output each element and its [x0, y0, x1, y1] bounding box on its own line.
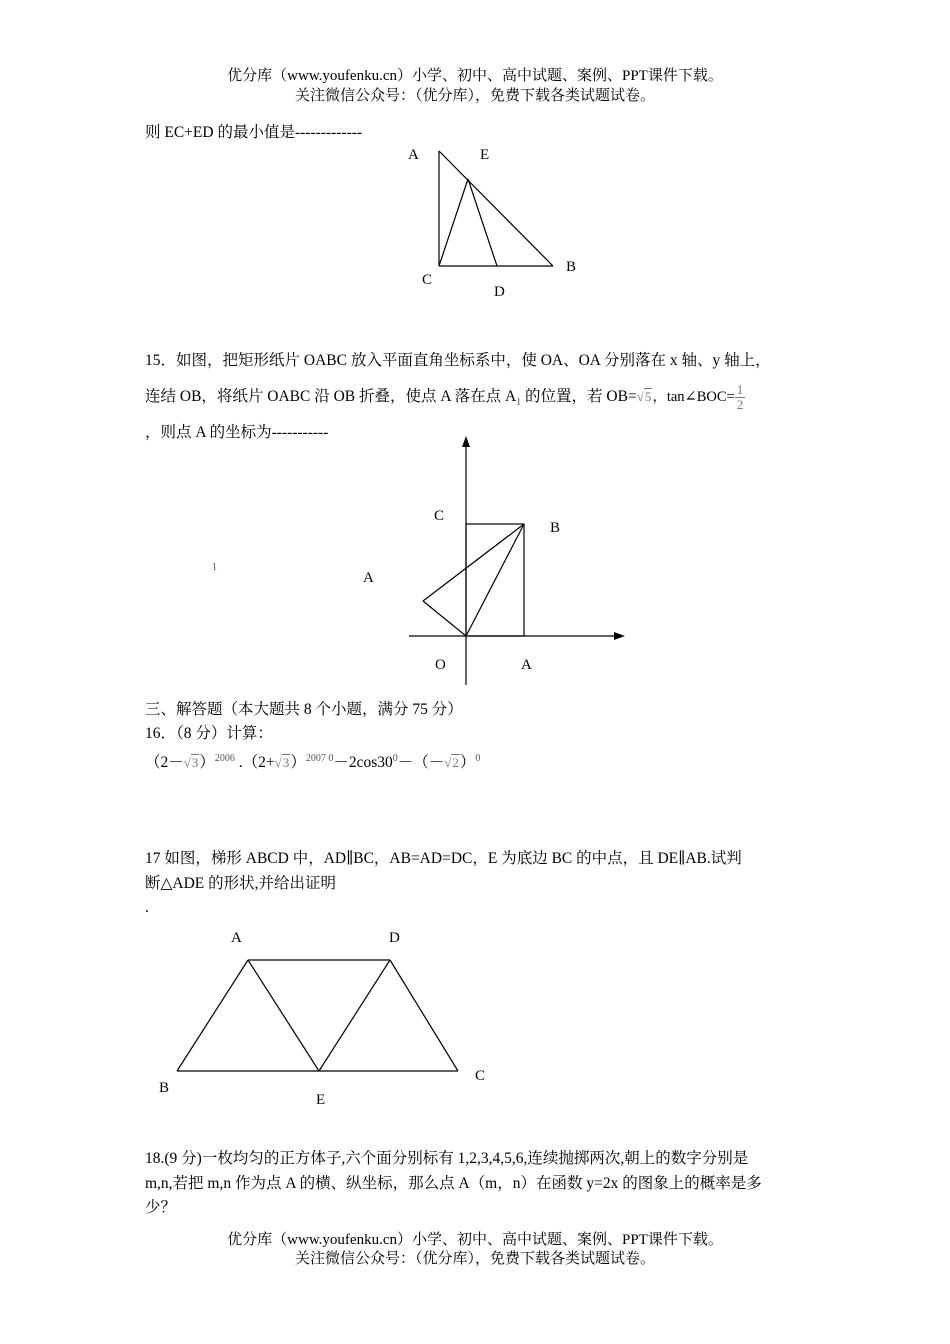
header-line-1: 优分库（www.youfenku.cn）小学、初中、高中试题、案例、PPT课件下载。	[227, 68, 723, 84]
q16-p3-close: ）	[459, 754, 476, 772]
header-line-2: 关注微信公众号：（优分库），免费下载各类试题试卷。	[294, 88, 655, 104]
q16-p2-sqrt: √3	[274, 755, 290, 771]
q17-label-e: E	[316, 1092, 326, 1108]
q15-subscript-1: 1	[516, 397, 522, 409]
q17-label-c: C	[475, 1068, 486, 1084]
q16-p2-sqrt-value: 3	[282, 755, 290, 771]
q15-label-o: O	[435, 657, 446, 673]
q16-p3-sqrt-value: 2	[452, 755, 459, 771]
q15-line-2-a: 连结 OB，将纸片 OABC 沿 OB 折叠，使点 A 落在点 A	[145, 388, 517, 406]
q17-line-2: 断△ADE 的形状,并给出证明	[145, 875, 337, 892]
q18-line-2: m,n,若把 m,n 作为点 A 的横、纵坐标，那么点 A（m，n）在函数 y=2x 的图象上的概率是多	[145, 1175, 762, 1192]
q16-p1-close: ）	[199, 754, 215, 772]
q15-sqrt: √5	[636, 389, 652, 405]
footer-line-1: 优分库（www.youfenku.cn）小学、初中、高中试题、案例、PPT课件下载。	[227, 1232, 723, 1248]
q15-label-b: B	[550, 520, 561, 536]
q14-label-c: C	[422, 272, 433, 288]
q16-p2-close: ）	[290, 754, 306, 772]
q17-side-dc	[390, 960, 458, 1071]
q15-line-2-c: ，tan∠BOC=	[652, 389, 735, 406]
q17-label-a: A	[231, 930, 242, 946]
q16-p1-open: （2－	[145, 754, 184, 772]
q16-p1-sqrt: √3	[183, 755, 199, 771]
q17-dot: .	[145, 899, 149, 916]
q17-label-b: B	[159, 1080, 170, 1096]
q16-p2-exp: 2007 0	[305, 753, 334, 764]
q15-stray-mark: 1	[212, 562, 217, 573]
q14-label-b: B	[566, 259, 577, 275]
q16-p1-exp: 2006	[214, 753, 235, 764]
q14-label-e: E	[480, 147, 490, 163]
q17-side-ab	[177, 960, 248, 1071]
q17-segment-de	[319, 960, 390, 1071]
q18-line-3: 少？	[145, 1199, 177, 1216]
q17-line-1: 17 如图，梯形 ABCD 中，AD∥BC，AB=AD=DC，E 为底边 BC 的中点，且 DE∥AB.试判	[145, 850, 742, 867]
q18-line-1: 18.(9 分)一枚均匀的正方体子,六个面分别标有 1,2,3,4,5,6,连续抛掷两次,朝上的数字分别是	[145, 1150, 749, 1167]
q15-sqrt-value: 5	[644, 389, 652, 405]
q16-p3-exp: 0	[475, 753, 481, 764]
q15-frac-den: 2	[736, 397, 744, 412]
q16-title: 16．（8 分）计算：	[145, 725, 273, 742]
q14-label-a: A	[408, 147, 419, 163]
q17-label-d: D	[389, 930, 400, 946]
q16-mid: －2cos30	[333, 754, 393, 772]
q16-p1-sqrt-value: 3	[191, 755, 199, 771]
section-3-title: 三、解答题（本大题共 8 个小题，满分 75 分）	[145, 701, 463, 718]
q16-p2-open: .（2+	[238, 754, 275, 772]
q15-label-a1: A	[363, 570, 374, 586]
q15-line-1: 15．如图，把矩形纸片 OABC 放入平面直角坐标系中，使 OA、OA 分别落在 x 轴、y 轴上，	[145, 352, 771, 369]
q15-line-3: ，则点 A 的坐标为-----------	[145, 424, 329, 441]
q15-frac-num: 1	[736, 382, 744, 397]
q16-p3-sqrt: √2	[444, 755, 459, 771]
q15-label-a: A	[521, 657, 532, 673]
q15-label-c: C	[434, 508, 445, 524]
q14-text: 则 EC+ED 的最小值是-------------	[145, 124, 363, 141]
q16-p3-open: －（－	[397, 754, 445, 772]
q14-label-d: D	[494, 284, 505, 300]
q15-line-2-b: 的位置，若 OB=	[521, 388, 637, 406]
q16-mid-exp: 0	[392, 753, 398, 764]
q17-segment-ae	[248, 960, 319, 1071]
footer-line-2: 关注微信公众号：（优分库），免费下载各类试题试卷。	[294, 1251, 655, 1267]
